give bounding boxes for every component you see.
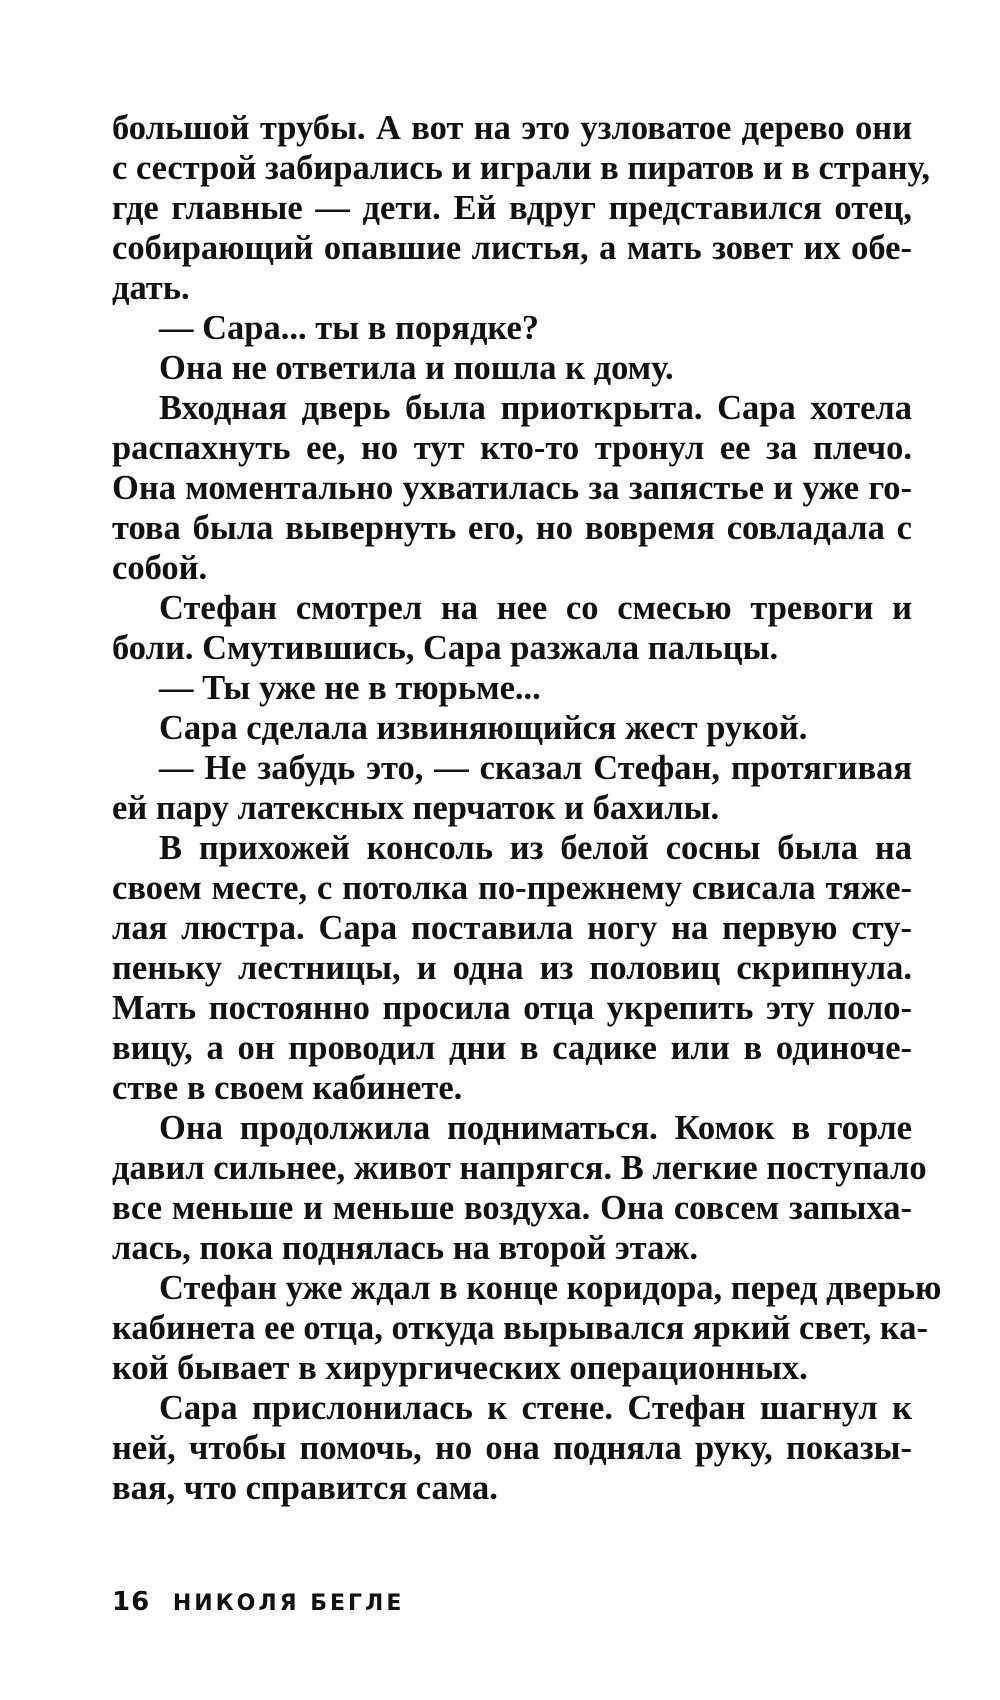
text-line: Мать постоянно просила отца укрепить эту поло- — [112, 989, 912, 1027]
text-line: своем месте, с потолка по-прежнему свисала тяже- — [112, 869, 912, 907]
text-line: Она не ответила и пошла к дому. — [159, 349, 674, 387]
text-line: Сара прислонилась к стене. Стефан шагнул к — [159, 1389, 912, 1427]
text-line: дать. — [112, 269, 190, 307]
text-line: где главные — дети. Ей вдруг представился отец, — [112, 189, 912, 227]
text-line: Стефан уже ждал в конце коридора, перед дверью — [159, 1269, 942, 1307]
text-line: собирающий опавшие листья, а мать зовет их обе- — [112, 229, 912, 267]
text-line: кой бывает в хирургических операционных. — [112, 1349, 808, 1387]
text-line: Она продолжила подниматься. Комок в горле — [159, 1109, 912, 1147]
text-line: все меньше и меньше воздуха. Она совсем запыха- — [112, 1189, 912, 1227]
text-line: вая, что справится сама. — [112, 1469, 498, 1507]
text-line: ней, чтобы помочь, но она подняла руку, показы- — [112, 1429, 912, 1467]
text-line: ей пару латексных перчаток и бахилы. — [112, 789, 720, 827]
text-line: стве в своем кабинете. — [112, 1069, 463, 1107]
text-line: распахнуть ее, но тут кто-то тронул ее за плечо. — [112, 429, 912, 467]
text-line: лая люстра. Сара поставила ногу на первую сту- — [112, 909, 912, 947]
page-number: 16 — [112, 1587, 151, 1617]
text-line: большой трубы. А вот на это узловатое дерево они — [112, 109, 912, 147]
text-line: боли. Смутившись, Сара разжала пальцы. — [112, 629, 779, 667]
text-line: Сара сделала извиняющийся жест рукой. — [159, 709, 808, 747]
text-line: кабинета ее отца, откуда вырывался яркий свет, ка- — [112, 1309, 928, 1347]
text-line: — Не забудь это, — сказал Стефан, протягивая — [159, 749, 912, 787]
text-line: вицу, а он проводил дни в садике или в одиноче- — [112, 1029, 912, 1067]
page-footer — [112, 1587, 404, 1617]
page-body-text — [112, 108, 942, 1508]
running-author: НИКОЛЯ БЕГЛЕ — [172, 1591, 405, 1616]
text-line: Входная дверь была приоткрыта. Сара хотела — [159, 389, 912, 427]
text-line: собой. — [112, 549, 208, 587]
text-line: пеньку лестницы, и одна из половиц скрипнула. — [112, 949, 912, 987]
text-line: Она моментально ухватилась за запястье и уже го- — [112, 469, 912, 507]
text-line: с сестрой забирались и играли в пиратов и в страну, — [112, 149, 930, 187]
text-line: — Сара... ты в порядке? — [159, 309, 540, 347]
text-line: Стефан смотрел на нее со смесью тревоги и — [159, 589, 912, 627]
text-line: давил сильнее, живот напрягся. В легкие поступало — [112, 1149, 927, 1187]
text-line: — Ты уже не в тюрьме... — [159, 669, 541, 707]
text-line: В прихожей консоль из белой сосны была на — [159, 829, 912, 867]
text-line: лась, пока поднялась на второй этаж. — [112, 1229, 699, 1267]
text-line: това была вывернуть его, но вовремя совладала с — [112, 509, 912, 547]
